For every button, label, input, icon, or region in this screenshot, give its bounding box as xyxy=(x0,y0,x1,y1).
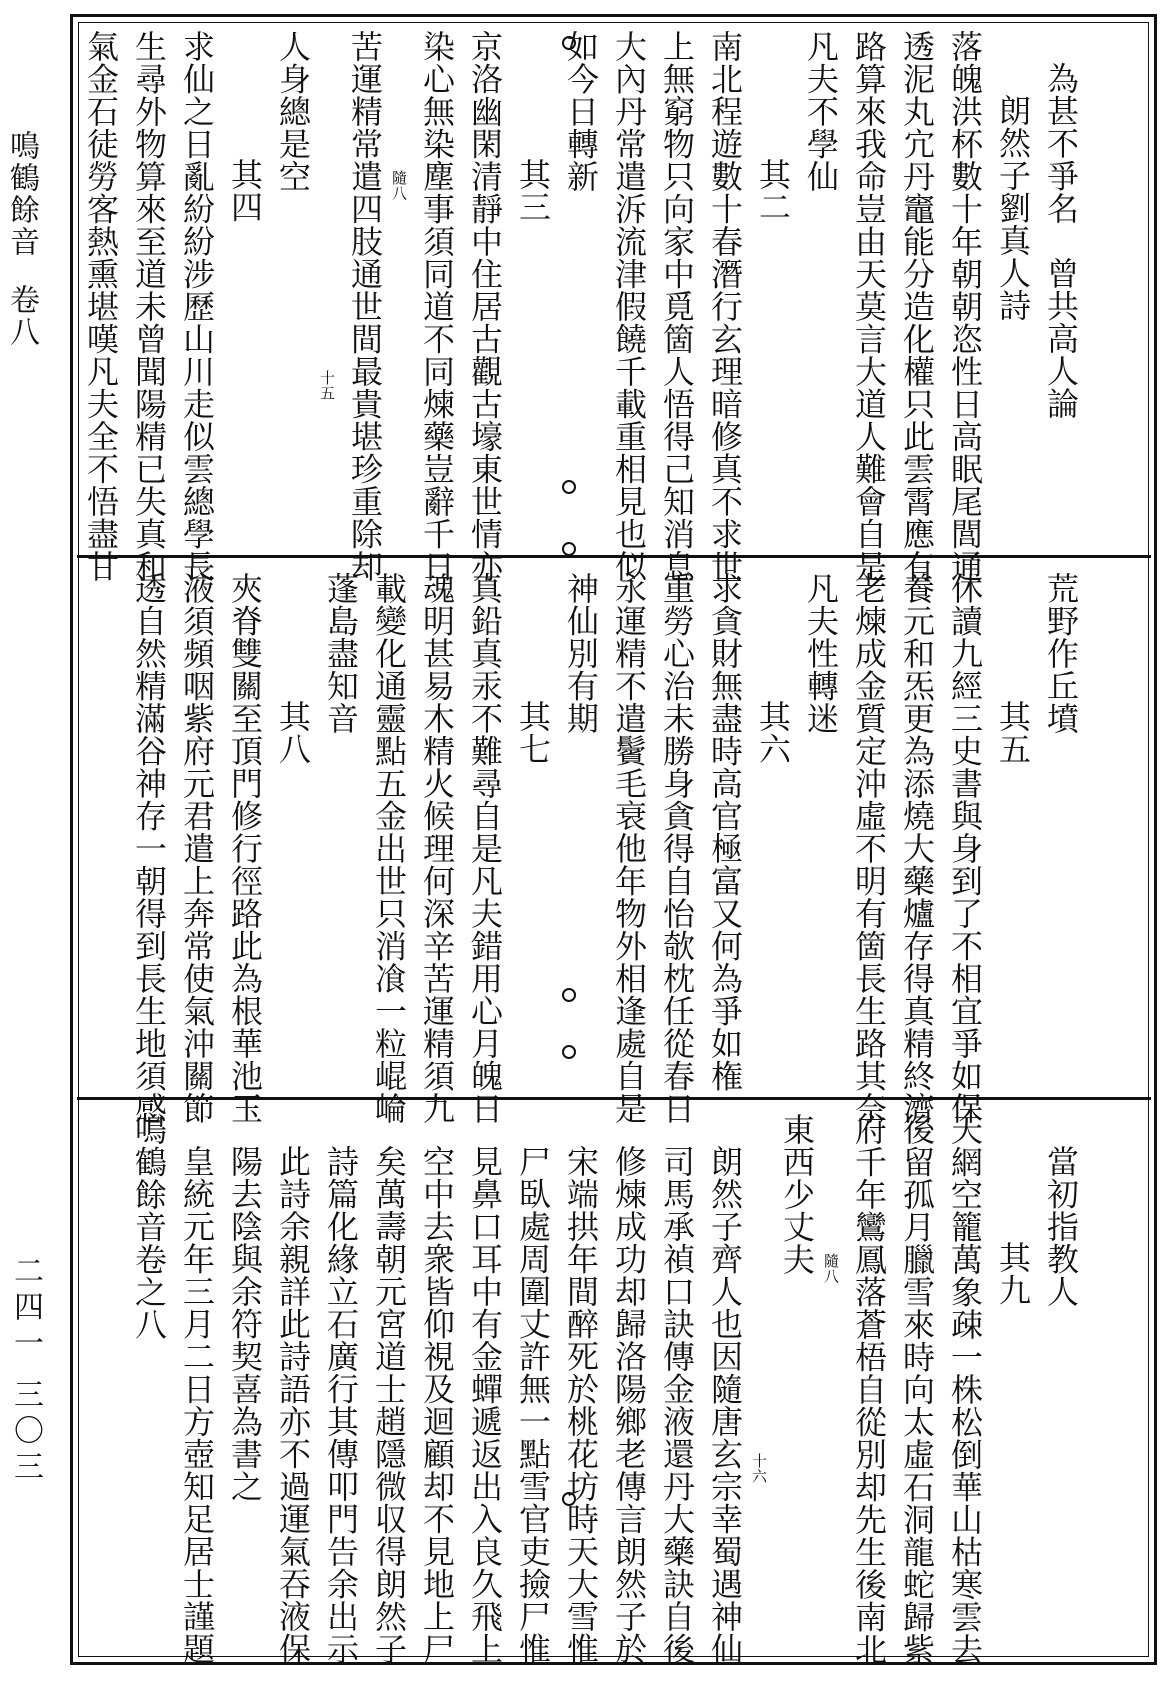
small-note: 十五 xyxy=(318,370,336,401)
text-panel-2 xyxy=(120,572,1080,1125)
punctuation-circle-mark xyxy=(562,542,576,556)
text-column: 朗然子齊人也因隨唐玄宗幸蜀遇神仙 xyxy=(706,1145,744,1665)
text-column: 路算來我命豈由天莫言大道人難會自是 xyxy=(850,30,888,583)
text-column: 其九 xyxy=(994,1241,1032,1306)
text-column: 荒野作丘墳 xyxy=(1042,572,1080,735)
text-column: 載變化通靈點五金出世只消飡一粒崐崘 xyxy=(370,572,408,1125)
text-column: 此詩余親詳此詩語亦不過運氣吞液保 xyxy=(274,1145,312,1665)
text-column: 其三 xyxy=(514,158,552,223)
punctuation-circle-mark xyxy=(562,480,576,494)
text-column: 液須頻咽紫府元君遣上奔常使氣沖關節 xyxy=(178,572,216,1125)
text-column: 魂明甚易木精火候理何深辛苦運精須九 xyxy=(418,572,456,1125)
text-column: 其七 xyxy=(514,700,552,765)
text-column: 當初指教人 xyxy=(1042,1145,1080,1308)
text-column: 京洛幽閑清靜中住居古觀古壕東世情亦 xyxy=(466,30,504,583)
text-column: 透泥丸宂丹竈能分造化權只此雲霄應有 xyxy=(898,30,936,583)
page-number: 二四一 三〇三 xyxy=(8,1255,43,1487)
punctuation-circle-mark xyxy=(562,1045,576,1059)
text-column: 生尋外物算來至道未曾聞陽精已失真和 xyxy=(130,30,168,583)
text-column: 其八 xyxy=(274,700,312,765)
text-column: 天網空籠萬象疎一株松倒華山枯寒雲去 xyxy=(946,1113,984,1666)
volume-label: 卷八 xyxy=(4,284,39,348)
text-column: 矣萬壽朝元宮道士趙隱微収得朗然子 xyxy=(370,1145,408,1665)
text-column: 見鼻口耳中有金蟬遞返出入良久飛上 xyxy=(466,1145,504,1665)
text-column: 鳴鶴餘音卷之八 xyxy=(130,1113,168,1341)
text-column: 重勞心治未勝身貪得自怡欹枕任從春日 xyxy=(658,572,696,1125)
text-column: 後留孤月臘雪來時向太虛石洞龍蛇歸紫 xyxy=(898,1113,936,1666)
small-note: 十六 xyxy=(750,1453,768,1484)
text-column: 氣金石徒勞客熱熏堪嘆凡夫全不悟盡甘 xyxy=(82,30,120,583)
text-column: 上無窮物只向家中覓箇人悟得己知消息 xyxy=(658,30,696,583)
text-column: 如今日轉新 xyxy=(562,30,600,193)
text-column: 皇統元年三月二日方壺知足居士謹題 xyxy=(178,1145,216,1665)
text-column: 夾脊雙關至頂門修行徑路此為根華池玉 xyxy=(226,572,264,1125)
text-column: 永運精不遣鬢毛衰他年物外相逢處自是 xyxy=(610,572,648,1125)
text-column: 凡夫性轉迷 xyxy=(802,572,840,735)
text-column: 朗然子劉真人詩 xyxy=(994,94,1032,322)
text-column: 人身總是空 xyxy=(274,30,312,193)
text-column: 修煉成功却歸洛陽鄉老傳言朗然子於 xyxy=(610,1145,648,1665)
text-column: 蓬島盡知音 xyxy=(322,572,360,735)
text-column: 宋端拱年間醉死於桃花坊時天大雪惟 xyxy=(562,1145,600,1665)
text-column: 凡夫不學仙 xyxy=(802,30,840,193)
margin-title xyxy=(4,130,38,348)
text-column: 南北程遊數十春潛行玄理暗修真不求世 xyxy=(706,30,744,583)
text-panel-3 xyxy=(120,1113,1080,1666)
text-column: 為甚不爭名 曾共高人論 xyxy=(1042,62,1080,420)
text-column: 其二 xyxy=(754,158,792,223)
text-column: 其五 xyxy=(994,700,1032,765)
small-note: 隨八 xyxy=(822,1253,840,1284)
text-column: 府千年鸞鳳落蒼梧自從別却先生後南北 xyxy=(850,1113,888,1666)
text-column: 尸臥處周圍丈許無一點雪官吏撿尸惟 xyxy=(514,1145,552,1665)
text-column: 苦運精常遣四肢通世間最貴堪珍重除却 xyxy=(346,30,384,583)
punctuation-circle-mark xyxy=(562,1492,576,1506)
text-column: 落魄洪杯數十年朝朝恣性日高眠尾閭通 xyxy=(946,30,984,583)
text-column: 透自然精滿谷神存一朝得到長生地須感 xyxy=(130,572,168,1125)
text-panel-1 xyxy=(82,30,1080,583)
text-column: 真鉛真汞不難尋自是凡夫錯用心月魄日 xyxy=(466,572,504,1125)
text-column: 東西少丈夫 xyxy=(778,1113,816,1276)
text-column: 求仙之日亂紛紛涉歷山川走似雲總學長 xyxy=(178,30,216,583)
text-column: 休讀九經三史書與身到了不相宜爭如保 xyxy=(946,572,984,1125)
text-column: 老煉成金質定沖虛不明有箇長生路其奈 xyxy=(850,572,888,1125)
text-column: 求貪財無盡時高官極富又何為爭如権 xyxy=(706,572,744,1092)
text-column: 神仙別有期 xyxy=(562,572,600,735)
book-title: 鳴鶴餘音 xyxy=(4,130,39,258)
small-note: 隨八 xyxy=(390,170,408,201)
text-column: 陽去陰與余符契喜為書之 xyxy=(226,1145,264,1503)
text-column: 詩篇化緣立石廣行其傳叩門告余出示 xyxy=(322,1145,360,1665)
text-column: 其六 xyxy=(754,700,792,765)
punctuation-circle-mark xyxy=(562,988,576,1002)
text-column: 大內丹常遣泝流津假饒千載重相見也似 xyxy=(610,30,648,583)
text-column: 司馬承禎口訣傳金液還丹大藥訣自後 xyxy=(658,1145,696,1665)
text-column: 其四 xyxy=(226,158,264,223)
punctuation-circle-mark xyxy=(562,36,576,50)
text-column: 染心無染塵事須同道不同煉藥豈辭千日 xyxy=(418,30,456,583)
text-column: 養元和炁更為添燒大藥爐存得真精終濟 xyxy=(898,572,936,1125)
text-column: 空中去衆皆仰視及迴顧却不見地上尸 xyxy=(418,1145,456,1665)
